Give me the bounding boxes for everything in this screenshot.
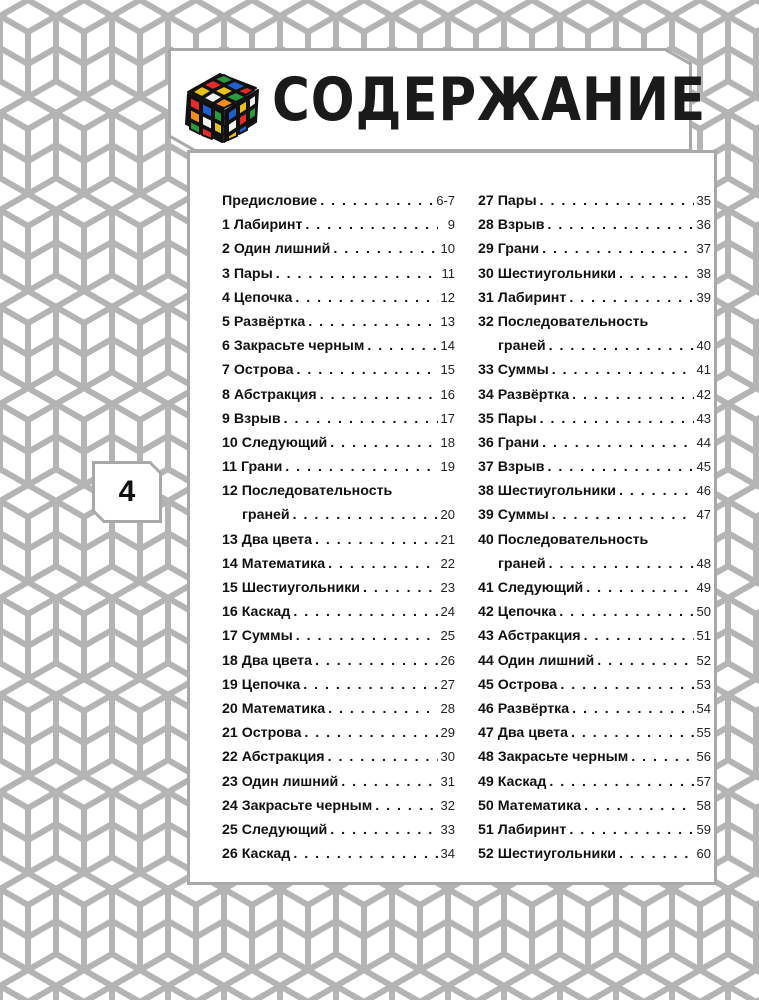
toc-leader-dots bbox=[276, 266, 438, 282]
toc-leader-dots bbox=[304, 725, 437, 741]
toc-leader-dots bbox=[549, 338, 694, 354]
toc-entry-label: 1 Лабиринт bbox=[222, 217, 303, 234]
toc-entry-page: 40 bbox=[696, 338, 711, 354]
toc-entry bbox=[478, 749, 711, 773]
toc-entry bbox=[222, 387, 455, 411]
toc-entry bbox=[478, 846, 711, 870]
toc-column-right bbox=[478, 193, 711, 870]
toc-entry bbox=[478, 604, 711, 628]
toc-entry bbox=[478, 677, 711, 701]
toc-entry-label: 21 Острова bbox=[222, 725, 302, 742]
toc-leader-dots bbox=[285, 459, 437, 475]
toc-entry-label: 5 Развёртка bbox=[222, 313, 306, 330]
toc-entry bbox=[478, 556, 711, 580]
toc-entry bbox=[222, 532, 455, 556]
toc-entry bbox=[222, 241, 455, 265]
toc-entry bbox=[222, 725, 455, 749]
toc-leader-dots bbox=[619, 266, 694, 282]
toc-entry bbox=[478, 266, 711, 290]
toc-entry-page: 16 bbox=[440, 386, 455, 402]
toc-entry bbox=[478, 774, 711, 798]
toc-entry bbox=[478, 507, 711, 531]
toc-leader-dots bbox=[315, 532, 438, 548]
toc-entry-page: 46 bbox=[696, 483, 711, 499]
toc-entry-page: 56 bbox=[696, 749, 711, 765]
toc-entry bbox=[478, 241, 711, 265]
toc-leader-dots bbox=[549, 774, 693, 790]
toc-leader-dots bbox=[293, 604, 437, 620]
toc-entry-page: 9 bbox=[447, 217, 455, 233]
toc-leader-dots bbox=[375, 798, 437, 814]
toc-entry-label: 41 Следующий bbox=[478, 580, 584, 596]
toc-entry-page: 13 bbox=[440, 313, 455, 329]
toc-entry-label: 52 Шестиугольники bbox=[478, 846, 617, 863]
toc-entry-page: 17 bbox=[440, 410, 455, 426]
toc-entry-page: 52 bbox=[696, 652, 711, 668]
toc-entry-page: 51 bbox=[696, 628, 711, 644]
toc-entry-page: 25 bbox=[440, 628, 455, 644]
toc-entry-label: 28 Взрыв bbox=[478, 217, 545, 234]
toc-leader-dots bbox=[552, 507, 694, 523]
page-title: СОДЕРЖАНИЕ bbox=[272, 65, 707, 135]
toc-entry-label: 2 Один лишний bbox=[222, 241, 331, 258]
toc-leader-dots bbox=[584, 628, 694, 644]
toc-entry bbox=[222, 193, 455, 217]
toc-entry-label: 47 Два цвета bbox=[478, 725, 568, 742]
toc-entry bbox=[222, 749, 455, 773]
toc-entry-label: 37 Взрыв bbox=[478, 459, 545, 476]
toc-entry bbox=[222, 507, 455, 531]
toc-leader-dots bbox=[293, 846, 437, 862]
toc-entry bbox=[478, 701, 711, 725]
toc-leader-dots bbox=[542, 241, 693, 257]
toc-entry-page: 11 bbox=[441, 265, 455, 281]
toc-entry bbox=[478, 459, 711, 483]
toc-entry bbox=[222, 266, 455, 290]
toc-entry bbox=[478, 580, 711, 604]
toc-entry bbox=[478, 338, 711, 362]
toc-leader-dots bbox=[363, 580, 438, 596]
toc-entry-page: 18 bbox=[440, 434, 455, 450]
toc-entry-label: 17 Суммы bbox=[222, 628, 293, 645]
toc-leader-dots bbox=[328, 749, 438, 765]
toc-leader-dots bbox=[284, 411, 438, 427]
toc-entry-label: 20 Математика bbox=[222, 700, 326, 717]
toc-entry bbox=[222, 580, 455, 604]
toc-entry-page: 32 bbox=[440, 797, 455, 813]
toc-entry bbox=[478, 387, 711, 411]
toc-entry-label: граней bbox=[242, 507, 290, 524]
toc-entry bbox=[222, 217, 455, 241]
toc-leader-dots bbox=[549, 556, 694, 572]
toc-entry-label: 11 Грани bbox=[222, 459, 283, 476]
toc-leader-dots bbox=[367, 338, 437, 354]
toc-entry bbox=[478, 362, 711, 386]
toc-entry-label: 31 Лабиринт bbox=[478, 289, 567, 306]
toc-entry-page: 20 bbox=[440, 507, 455, 523]
toc-entry-label: 38 Шестиугольники bbox=[478, 483, 617, 500]
toc-entry-label: 3 Пары bbox=[222, 265, 273, 282]
toc-leader-dots bbox=[333, 241, 437, 257]
toc-entry-page: 15 bbox=[440, 362, 455, 378]
toc-entry bbox=[222, 774, 455, 798]
toc-entry-page: 37 bbox=[696, 241, 711, 257]
toc-entry-label: 19 Цепочка bbox=[222, 676, 301, 693]
toc-entry-page: 60 bbox=[696, 846, 711, 862]
toc-leader-dots bbox=[571, 725, 694, 741]
toc-entry-label: 27 Пары bbox=[478, 193, 537, 209]
toc-entry bbox=[478, 653, 711, 677]
toc-entry-label: 32 Последовательность bbox=[478, 313, 649, 330]
toc-entry-page: 21 bbox=[440, 531, 455, 547]
toc-leader-dots bbox=[303, 677, 437, 693]
toc-entry bbox=[222, 677, 455, 701]
toc-leader-dots bbox=[308, 314, 437, 330]
toc-entry-label: 7 Острова bbox=[222, 362, 294, 379]
toc-leader-dots bbox=[548, 217, 694, 233]
toc-entry-label: 46 Развёртка bbox=[478, 700, 570, 717]
toc-entry bbox=[222, 411, 455, 435]
toc-entry bbox=[478, 628, 711, 652]
toc-entry-page: 55 bbox=[696, 725, 711, 741]
toc-entry-label: 44 Один лишний bbox=[478, 652, 595, 669]
toc-leader-dots bbox=[569, 290, 693, 306]
toc-entry-label: 23 Один лишний bbox=[222, 773, 339, 790]
toc-entry-label: 15 Шестиугольники bbox=[222, 580, 361, 596]
toc-entry-page: 50 bbox=[696, 604, 711, 620]
toc-entry-label: 35 Пары bbox=[478, 410, 537, 427]
toc-entry-page: 35 bbox=[696, 193, 711, 208]
toc-entry bbox=[478, 290, 711, 314]
toc-entry-page: 42 bbox=[696, 386, 711, 402]
toc-entry-label: 9 Взрыв bbox=[222, 410, 281, 427]
toc-entry-page: 29 bbox=[440, 725, 455, 741]
toc-entry-page: 47 bbox=[696, 507, 711, 523]
toc-entry bbox=[478, 314, 711, 338]
toc-leader-dots bbox=[572, 387, 693, 403]
toc-entry-label: 42 Цепочка bbox=[478, 604, 557, 621]
toc-entry-page: 23 bbox=[440, 580, 455, 595]
toc-entry-label: 8 Абстракция bbox=[222, 386, 317, 403]
toc-entry bbox=[478, 193, 711, 217]
toc-entry-label: 24 Закрасьте черным bbox=[222, 797, 373, 814]
toc-leader-dots bbox=[330, 822, 437, 838]
toc-leader-dots bbox=[552, 362, 694, 378]
toc-entry-page: 22 bbox=[440, 555, 455, 571]
toc-entry-page: 54 bbox=[696, 700, 711, 716]
toc-entry-label: 51 Лабиринт bbox=[478, 821, 567, 838]
toc-leader-dots bbox=[540, 411, 694, 427]
toc-entry-label: Предисловие bbox=[222, 193, 318, 209]
toc-leader-dots bbox=[341, 774, 437, 790]
toc-entry bbox=[222, 459, 455, 483]
toc-entry bbox=[478, 411, 711, 435]
toc-leader-dots bbox=[328, 701, 437, 717]
toc-entry-label: 45 Острова bbox=[478, 676, 558, 693]
toc-entry-label: граней bbox=[498, 555, 546, 572]
toc-leader-dots bbox=[305, 217, 438, 233]
toc-entry-page: 38 bbox=[696, 265, 711, 281]
toc-entry-page: 14 bbox=[440, 338, 455, 354]
toc-entry bbox=[222, 628, 455, 652]
toc-entry-page: 44 bbox=[696, 434, 711, 450]
toc-leader-dots bbox=[296, 628, 438, 644]
toc-entry-label: 16 Каскад bbox=[222, 604, 291, 621]
toc-entry-page: 27 bbox=[440, 676, 455, 692]
toc-entry-label: 48 Закрасьте черным bbox=[478, 749, 629, 766]
toc-entry-page: 10 bbox=[440, 241, 455, 257]
toc-entry-label: 33 Суммы bbox=[478, 362, 549, 379]
toc-entry-page: 19 bbox=[440, 459, 455, 475]
toc-entry-page: 59 bbox=[696, 821, 711, 837]
toc-entry-page: 36 bbox=[696, 217, 711, 233]
toc-entry-label: 49 Каскад bbox=[478, 773, 547, 790]
toc-leader-dots bbox=[572, 701, 693, 717]
toc-entry-label: 39 Суммы bbox=[478, 507, 549, 524]
toc-leader-dots bbox=[560, 677, 693, 693]
toc-entry bbox=[478, 798, 711, 822]
toc-leader-dots bbox=[584, 798, 693, 814]
toc-entry-label: граней bbox=[498, 338, 546, 355]
toc-entry bbox=[222, 314, 455, 338]
toc-entry-label: 36 Грани bbox=[478, 434, 540, 451]
toc-leader-dots bbox=[293, 507, 438, 523]
toc-entry bbox=[222, 290, 455, 314]
toc-leader-dots bbox=[631, 749, 693, 765]
toc-leader-dots bbox=[559, 604, 693, 620]
toc-leader-dots bbox=[296, 362, 437, 378]
toc-leader-dots bbox=[540, 193, 694, 209]
toc-entry-label: 4 Цепочка bbox=[222, 289, 293, 306]
toc-entry-page: 43 bbox=[696, 410, 711, 426]
toc-entry bbox=[222, 556, 455, 580]
toc-entry bbox=[222, 846, 455, 870]
toc-leader-dots bbox=[295, 290, 437, 306]
toc-leader-dots bbox=[619, 846, 694, 862]
toc-leader-dots bbox=[328, 556, 437, 572]
toc-entry-label: 25 Следующий bbox=[222, 821, 328, 838]
toc-leader-dots bbox=[586, 580, 693, 596]
toc-entry bbox=[222, 653, 455, 677]
toc-entry-label: 18 Два цвета bbox=[222, 652, 312, 669]
toc-entry-label: 13 Два цвета bbox=[222, 531, 312, 548]
toc-entry bbox=[222, 362, 455, 386]
rubiks-cube-icon bbox=[180, 66, 266, 146]
toc-entry-page: 12 bbox=[440, 289, 455, 305]
toc-entry bbox=[478, 725, 711, 749]
toc-entry-label: 14 Математика bbox=[222, 555, 326, 572]
toc-leader-dots bbox=[320, 387, 438, 403]
toc-entry-page: 30 bbox=[440, 749, 455, 765]
toc-entry bbox=[222, 822, 455, 846]
toc-entry bbox=[222, 435, 455, 459]
toc-leader-dots bbox=[542, 435, 693, 451]
toc-entry-label: 29 Грани bbox=[478, 241, 540, 258]
toc-entry-label: 10 Следующий bbox=[222, 434, 328, 451]
toc-entry-label: 30 Шестиугольники bbox=[478, 265, 617, 282]
toc-entry bbox=[222, 604, 455, 628]
toc-entry bbox=[478, 217, 711, 241]
toc-entry-page: 33 bbox=[440, 821, 455, 837]
toc-entry bbox=[222, 483, 455, 507]
toc-entry-page: 57 bbox=[696, 773, 711, 789]
toc-leader-dots bbox=[597, 653, 693, 669]
toc-entry bbox=[222, 338, 455, 362]
toc-entry-page: 26 bbox=[440, 652, 455, 668]
toc-entry-page: 31 bbox=[440, 773, 455, 789]
toc-entry-label: 34 Развёртка bbox=[478, 386, 570, 403]
toc-leader-dots bbox=[548, 459, 694, 475]
toc-leader-dots bbox=[315, 653, 438, 669]
toc-entry bbox=[478, 483, 711, 507]
toc-entry bbox=[478, 822, 711, 846]
toc-leader-dots bbox=[330, 435, 437, 451]
toc-entry-page: 45 bbox=[696, 459, 711, 475]
toc-entry-page: 28 bbox=[440, 700, 455, 716]
toc-leader-dots bbox=[569, 822, 693, 838]
toc-entry-page: 58 bbox=[696, 797, 711, 813]
toc-entry-label: 6 Закрасьте черным bbox=[222, 338, 365, 355]
toc-entry-label: 40 Последовательность bbox=[478, 531, 649, 548]
toc-entry bbox=[222, 798, 455, 822]
page-number: 4 bbox=[118, 475, 136, 508]
toc-column-left bbox=[222, 193, 455, 870]
toc-entry-label: 43 Абстракция bbox=[478, 628, 581, 645]
toc-entry-label: 26 Каскад bbox=[222, 846, 291, 863]
toc-entry-label: 12 Последовательность bbox=[222, 483, 393, 500]
toc-entry-page: 34 bbox=[440, 846, 455, 862]
toc-entry-page: 53 bbox=[696, 676, 711, 692]
toc-entry-label: 50 Математика bbox=[478, 797, 582, 814]
toc-entry bbox=[478, 435, 711, 459]
toc-entry-page: 48 bbox=[696, 555, 711, 571]
toc-entry-page: 49 bbox=[696, 580, 711, 595]
toc-entry-page: 24 bbox=[440, 604, 455, 620]
toc-entry-page: 39 bbox=[696, 289, 711, 305]
toc-entry-page: 41 bbox=[696, 362, 711, 378]
toc-leader-dots bbox=[320, 193, 433, 209]
toc-entry bbox=[478, 532, 711, 556]
toc-entry bbox=[222, 701, 455, 725]
toc-entry-label: 22 Абстракция bbox=[222, 749, 325, 766]
toc-leader-dots bbox=[619, 483, 694, 499]
toc-entry-page: 6-7 bbox=[436, 193, 455, 208]
